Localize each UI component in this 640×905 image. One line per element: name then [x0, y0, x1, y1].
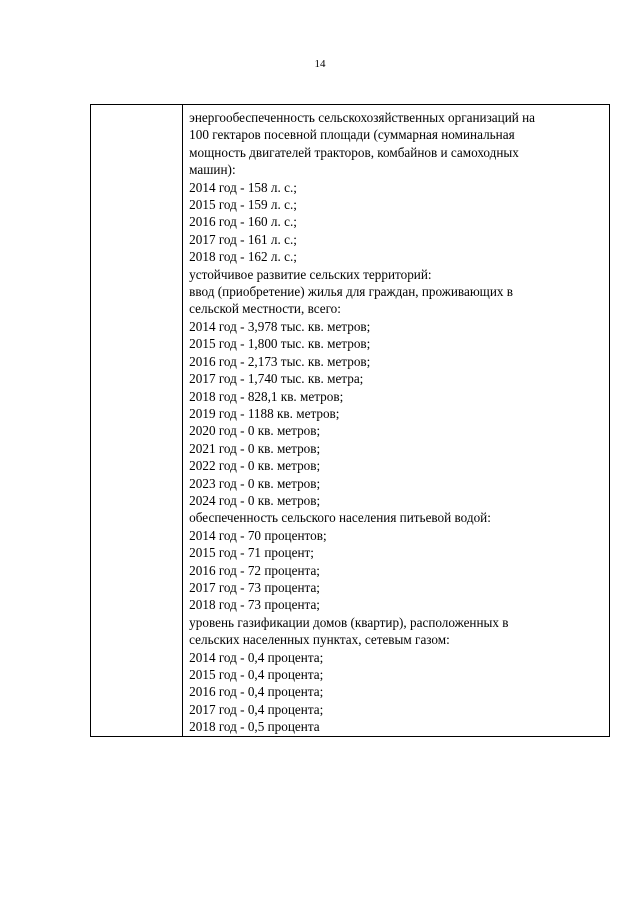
indicator-line: 2017 год - 73 процента;: [189, 579, 320, 595]
indicator-line: сельской местности, всего:: [189, 301, 341, 317]
indicator-line: 2022 год - 0 кв. метров;: [189, 458, 321, 474]
table-row: [91, 105, 610, 737]
indicator-line: 2018 год - 0,5 процента: [189, 719, 320, 735]
indicator-line: 2015 год - 71 процент;: [189, 545, 314, 561]
indicator-line: 2017 год - 0,4 процента;: [189, 701, 324, 717]
indicator-line: энергообеспеченность сельскохозяйственных организаций на: [189, 110, 536, 125]
indicator-line: машин):: [189, 162, 236, 178]
indicator-line: 2024 год - 0 кв. метров;: [189, 492, 321, 508]
indicator-line: 2016 год - 160 л. с.;: [189, 214, 297, 230]
indicator-line: 2014 год - 0,4 процента;: [189, 649, 324, 665]
indicator-line: 2017 год - 1,740 тыс. кв. метра;: [189, 371, 364, 387]
table-cell-content: [183, 105, 610, 737]
indicator-line: 2014 год - 158 л. с.;: [189, 179, 297, 195]
indicator-line: 2015 год - 1,800 тыс. кв. метров;: [189, 336, 371, 352]
indicator-line: 2023 год - 0 кв. метров;: [189, 475, 321, 491]
indicator-line: 2018 год - 162 л. с.;: [189, 249, 297, 265]
indicator-line: 2021 год - 0 кв. метров;: [189, 440, 321, 456]
indicators-table: [90, 104, 610, 737]
indicator-line: уровень газификации домов (квартир), расположенных в: [189, 614, 509, 630]
indicator-line: 2016 год - 0,4 процента;: [189, 684, 324, 700]
indicator-line: ввод (приобретение) жилья для граждан, проживающих в: [189, 284, 514, 300]
indicator-line: 2015 год - 159 л. с.;: [189, 197, 297, 213]
page-number: 14: [314, 58, 326, 70]
indicator-line: 2014 год - 70 процентов;: [189, 527, 327, 543]
indicator-lines: [183, 105, 609, 736]
indicator-line: 2018 год - 828,1 кв. метров;: [189, 388, 344, 404]
indicator-line: устойчивое развитие сельских территорий:: [189, 266, 432, 282]
indicator-line: 2018 год - 73 процента;: [189, 597, 320, 613]
indicator-line: 2014 год - 3,978 тыс. кв. метров;: [189, 318, 371, 334]
indicator-line: 2019 год - 1188 кв. метров;: [189, 405, 340, 421]
indicator-line: сельских населенных пунктах, сетевым газом:: [189, 632, 450, 648]
indicator-line: 2020 год - 0 кв. метров;: [189, 423, 321, 439]
indicator-line: мощность двигателей тракторов, комбайнов и самоходных: [189, 144, 519, 160]
indicator-line: 2016 год - 2,173 тыс. кв. метров;: [189, 353, 371, 369]
indicator-line: 2016 год - 72 процента;: [189, 562, 320, 578]
indicator-line: 2015 год - 0,4 процента;: [189, 667, 324, 682]
table-cell-label: [91, 105, 183, 737]
indicator-line: 100 гектаров посевной площади (суммарная номинальная: [189, 127, 515, 143]
indicator-line: 2017 год - 161 л. с.;: [189, 231, 297, 247]
indicator-line: обеспеченность сельского населения питьевой водой:: [189, 510, 491, 526]
